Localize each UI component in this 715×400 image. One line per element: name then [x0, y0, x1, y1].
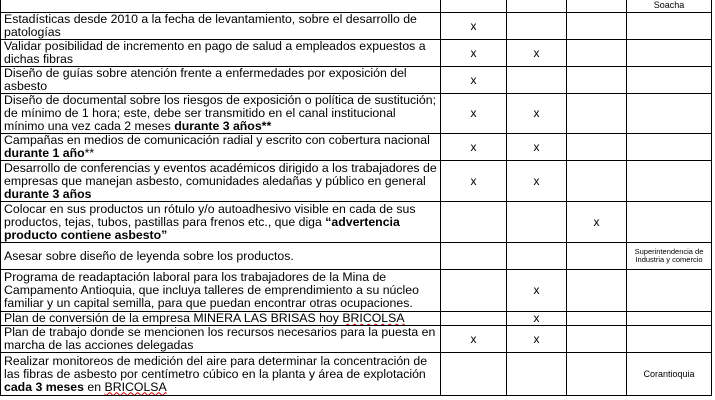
- row-mark-col2: x: [507, 40, 567, 67]
- row-mark-col3: [567, 13, 627, 40]
- row-description-company: BRICOLSA: [104, 379, 167, 394]
- row-entity: [627, 67, 712, 94]
- row-mark-col1: x: [441, 40, 507, 67]
- table-row: [1, 326, 712, 353]
- row-mark-col2: x: [507, 134, 567, 161]
- row-entity: [627, 161, 712, 202]
- row-entity: [627, 13, 712, 40]
- table-row: [1, 353, 712, 396]
- row-description-bold: durante 3 años: [4, 186, 92, 201]
- row-entity: [627, 312, 712, 326]
- row-mark-col3: [567, 353, 627, 396]
- row-description-bold: durante 3 años**: [174, 119, 272, 133]
- row-mark-col3: [567, 243, 627, 270]
- row-mark-col2: x: [507, 94, 567, 134]
- row-mark-col2: [507, 353, 567, 396]
- row-description-text: Desarrollo de conferencias y eventos académicos dirigido a los trabajadores de empresas que manejan asbesto, comunidades aledañas y público en general: [4, 160, 437, 188]
- row-description: [1, 134, 441, 161]
- row-description-bold: cada 3 meses: [4, 379, 84, 394]
- row-mark-col2: x: [507, 161, 567, 202]
- table-row: [1, 312, 712, 326]
- row-mark-col1: [441, 353, 507, 396]
- row-entity: Superintendencia de Industria y comercio: [627, 243, 712, 270]
- row-description: Diseño de guías sobre atención frente a enfermedades por exposición del asbesto: [1, 67, 441, 94]
- row-mark-col3: [567, 312, 627, 326]
- row-mark-col1: x: [441, 161, 507, 202]
- row-mark-col2: x: [507, 270, 567, 312]
- row-mark-col3: [567, 326, 627, 353]
- table-row: [1, 134, 712, 161]
- row-entity: Corantioquia: [627, 353, 712, 396]
- row-mark-col1: [441, 202, 507, 243]
- row-description-suffix: **: [84, 146, 95, 160]
- row-mark-col1: [441, 270, 507, 312]
- row-mark-col3: [567, 161, 627, 202]
- row-entity: [627, 134, 712, 161]
- row-description: [1, 94, 441, 134]
- row-mark-col3: [567, 94, 627, 134]
- row-mark-col2: x: [507, 312, 567, 326]
- row-entity: Soacha: [627, 0, 712, 13]
- row-mark-col3: [567, 0, 627, 13]
- row-mark-col1: [441, 312, 507, 326]
- row-mark-col3: [567, 270, 627, 312]
- row-description: [1, 312, 441, 326]
- row-mark-col2: [507, 0, 567, 13]
- row-mark-col1: [441, 243, 507, 270]
- row-mark-col2: [507, 67, 567, 94]
- table-row: [1, 67, 712, 94]
- row-mark-col1: x: [441, 134, 507, 161]
- row-description: Plan de trabajo donde se mencionen los recursos necesarios para la puesta en marcha de las acciones delegadas: [1, 326, 441, 353]
- row-mark-col1: x: [441, 67, 507, 94]
- row-mark-col1: x: [441, 94, 507, 134]
- row-description: [1, 202, 441, 243]
- table-row: [1, 94, 712, 134]
- row-mark-col2: x: [507, 326, 567, 353]
- row-description: [1, 0, 441, 13]
- table-row: [1, 161, 712, 202]
- row-description-text: Realizar monitoreos de medición del aire para determinar la concentración de las fibras de asbesto por centímetro cúbico en la planta y área de explotación: [4, 353, 428, 381]
- row-mark-col1: [441, 0, 507, 13]
- row-mark-col2: [507, 243, 567, 270]
- table-row: [1, 13, 712, 40]
- row-description-bold: “advertencia producto contiene asbesto”: [4, 214, 400, 242]
- row-mark-col2: [507, 202, 567, 243]
- row-description: Validar posibilidad de incremento en pago de salud a empleados expuestos a dichas fibras: [1, 40, 441, 67]
- row-mark-col3: [567, 40, 627, 67]
- table-row: [1, 0, 712, 13]
- row-entity: [627, 202, 712, 243]
- row-entity: [627, 270, 712, 312]
- row-description: Programa de readaptación laboral para los trabajadores de la Mina de Campamento Antioquia, que incluya talleres de emprendimiento a su núcleo familiar y un capital semilla, para que puedan encontrar otras ocupaciones.: [1, 270, 441, 312]
- row-mark-col3: [567, 67, 627, 94]
- row-mark-col1: x: [441, 13, 507, 40]
- row-description-text: Diseño de documental sobre los riesgos de exposición o política de sustitución; de mínimo de 1 hora; este, debe ser transmitido en el canal institucional mínimo una vez cada 2 meses: [4, 93, 437, 133]
- row-mark-col3: x: [567, 202, 627, 243]
- row-description-bold: durante 1 año: [4, 146, 85, 160]
- row-entity: [627, 326, 712, 353]
- row-mark-col1: x: [441, 326, 507, 353]
- row-mark-col3: [567, 134, 627, 161]
- table-row: [1, 270, 712, 312]
- row-mark-col2: [507, 13, 567, 40]
- row-description-suffix: en: [84, 379, 105, 394]
- row-description-text: Colocar en sus productos un rótulo y/o autoadhesivo visible en cada de sus productos, tejas, tubos, pastillas para frenos etc., que diga: [4, 201, 416, 229]
- table-row: [1, 40, 712, 67]
- row-entity: [627, 40, 712, 67]
- row-description: Estadísticas desde 2010 a la fecha de levantamiento, sobre el desarrollo de patologías: [1, 13, 441, 40]
- row-description-text: Plan de conversión de la empresa MINERA LAS BRISAS hoy: [4, 311, 343, 325]
- table-row: [1, 202, 712, 243]
- table-row: [1, 243, 712, 270]
- row-description: [1, 353, 441, 396]
- row-description-company: BRICOLSA: [342, 311, 405, 325]
- row-description: [1, 161, 441, 202]
- row-description: Asesar sobre diseño de leyenda sobre los productos.: [1, 243, 441, 270]
- row-entity: [627, 94, 712, 134]
- row-description-text: Campañas en medios de comunicación radial y escrito con cobertura nacional: [4, 133, 430, 147]
